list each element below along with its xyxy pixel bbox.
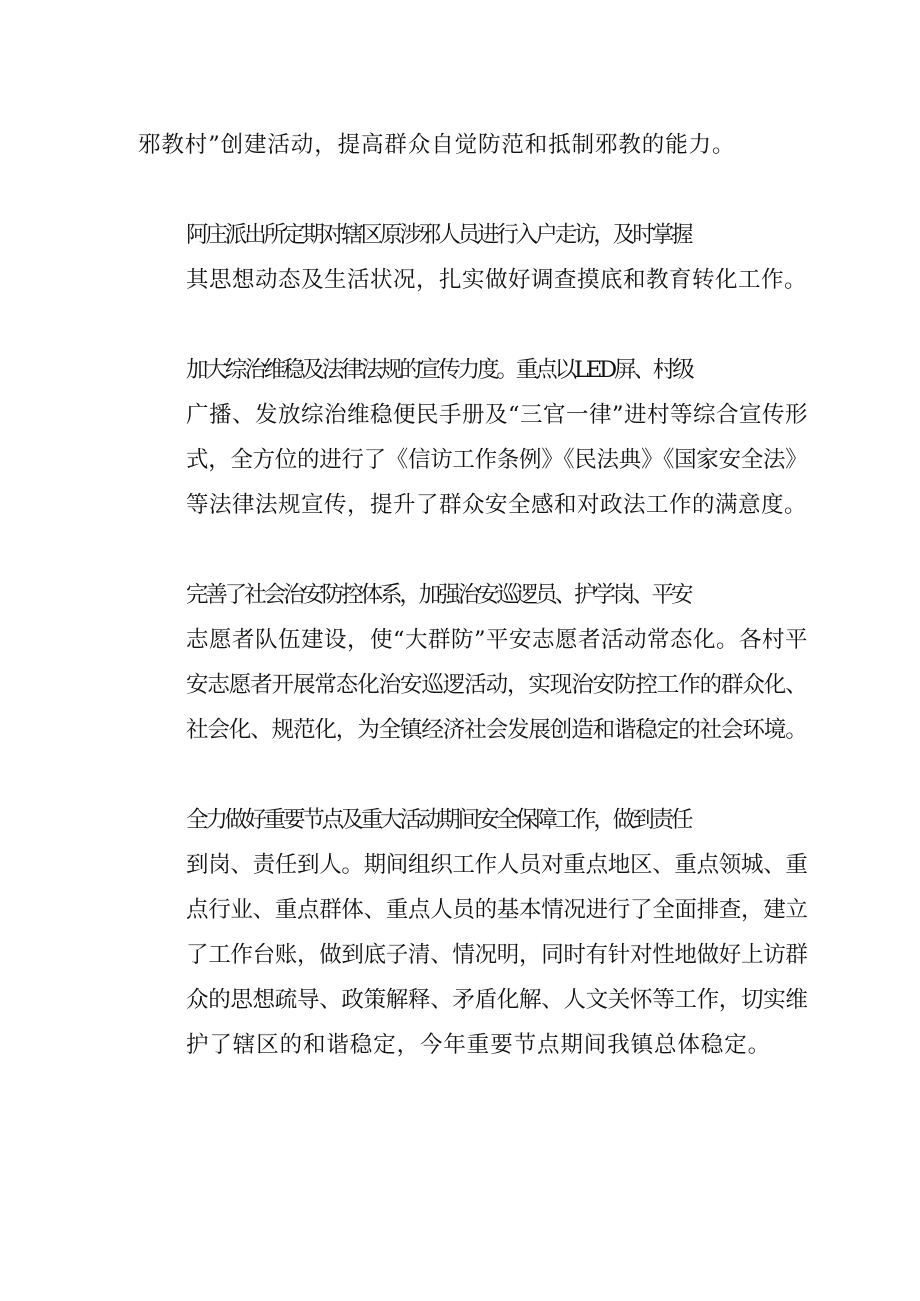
paragraph-line: 等法律法规宣传，提升了群众安全感和对政法工作的满意度。: [186, 492, 808, 518]
paragraph-line: 全力做好重要节点及重大活动期间安全保障工作，做到责任: [186, 807, 691, 833]
document-body: [138, 123, 808, 1113]
paragraph-5: [138, 798, 808, 1068]
paragraph-line: 了工作台账，做到底子清、情况明，同时有针对性地做好上访群: [186, 942, 808, 968]
paragraph-line: 阿庄派出所定期对辖区原涉邪人员进行入户走访，及时掌握: [186, 222, 691, 248]
paragraph-line: 完善了社会治安防控体系，加强治安巡逻员、护学岗、平安: [186, 582, 691, 608]
paragraph-2: [138, 213, 808, 303]
paragraph-line: 志愿者队伍建设，使“大群防”平安志愿者活动常态化。各村平: [186, 627, 809, 653]
paragraph-line: 安志愿者开展常态化治安巡逻活动，实现治安防控工作的群众化、: [186, 672, 807, 698]
paragraph-line: 加大综治维稳及法律法规的宣传力度。重点以LED屏、村级: [186, 357, 692, 383]
paragraph-line: 点行业、重点群体、重点人员的基本情况进行了全面排查，建立: [186, 897, 808, 923]
paragraph-line: 广播、发放综治维稳便民手册及“三官一律”进村等综合宣传形: [186, 402, 809, 428]
paragraph-line: 护了辖区的和谐稳定，今年重要节点期间我镇总体稳定。: [186, 1032, 772, 1058]
paragraph-3: [138, 348, 808, 528]
paragraph-4: [138, 573, 808, 753]
paragraph-line: 其思想动态及生活状况，扎实做好调查摸底和教育转化工作。: [186, 267, 808, 293]
paragraph-1: [138, 123, 808, 168]
paragraph-line: 式，全方位的进行了《信访工作条例》《民法典》《国家安全法》: [186, 447, 808, 473]
paragraph-line: 众的思想疏导、政策解释、矛盾化解、人文关怀等工作，切实维: [186, 987, 808, 1013]
paragraph-line: 邪教村”创建活动，提高群众自觉防范和抵制邪教的能力。: [138, 132, 736, 158]
paragraph-line: 到岗、责任到人。期间组织工作人员对重点地区、重点领城、重: [186, 852, 808, 878]
paragraph-line: 社会化、规范化，为全镇经济社会发展创造和谐稳定的社会环境。: [186, 717, 807, 743]
